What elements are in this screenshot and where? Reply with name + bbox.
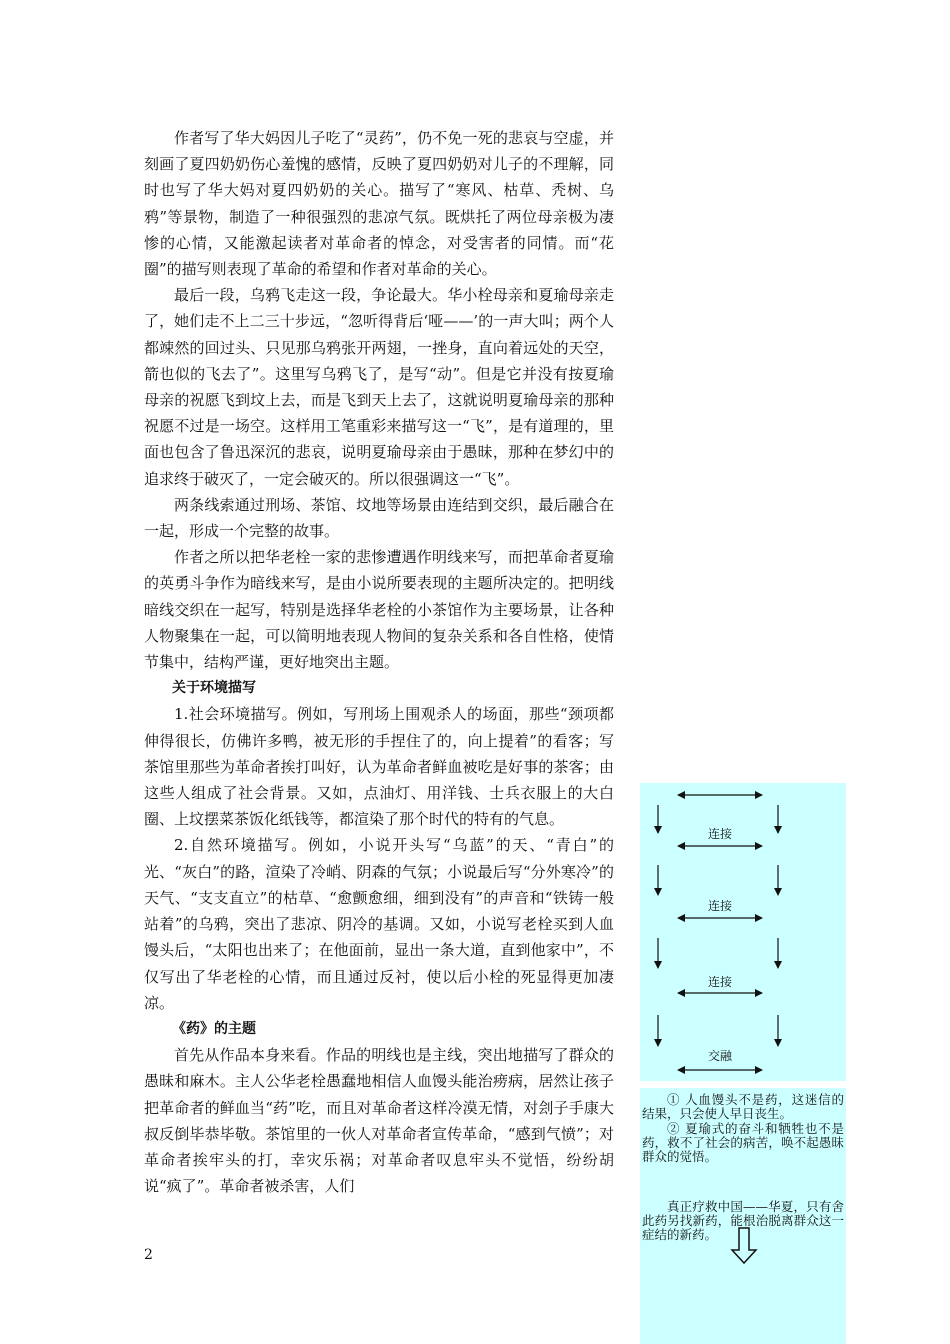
paragraph: 2.自然环境描写。例如，小说开头写“乌蓝”的天、“青白”的光、“灰白”的路，渲染了冷峭、阴森的气氛；小说最后写“分外寒冷”的天气、“支支直立”的枯草、“愈颤愈细，细到没有”的声音和“铁铸一般站着”的乌鸦，突出了悲凉、阴冷的基调。又如，小说写老栓买到人血馒头后，“太阳也出来了；在他面前，显出一条大道，直到他家中”，不仅写出了华老栓的心情，而且通过反衬，使以后小栓的死显得更加凄凉。 [144, 836, 614, 1012]
section-heading-environment: 关于环境描写 [172, 680, 256, 697]
paragraph: 首先从作品本身来看。作品的明线也是主线，突出地描写了群众的愚昧和麻木。主人公华老栓愚蠢地相信人血馒头能治痨病，居然让孩子把革命者的鲜血当“药”吃，而且对革命者这样冷漠无情，对刽子手康大叔反倒毕恭毕敬。茶馆里的一伙人对革命者宣传革命，“感到气愤”；对革命者挨牢头的打，幸灾乐祸；对革命者叹息牢头不觉悟，纷纷胡说“疯了”。革命者被杀害，人们 [144, 1046, 614, 1196]
stage-label: 连接 [707, 827, 733, 841]
paragraph: 两条线索通过刑场、茶馆、坟地等场景由连结到交织，最后融合在一起，形成一个完整的故事。 [144, 495, 614, 541]
panel-divider [640, 1081, 846, 1088]
stage-label: 连接 [707, 975, 733, 989]
stage-label: 连接 [707, 899, 733, 913]
stage-label: 交融 [707, 1049, 733, 1063]
structure-diagram-panel [640, 783, 846, 1344]
paragraph: 作者之所以把华老栓一家的悲惨遭遇作明线来写，而把革命者夏瑜的英勇斗争作为暗线来写，是由小说所要表现的主题所决定的。把明线暗线交织在一起写，特别是选择华老栓的小茶馆作为主要场景，让各种人物聚集在一起，可以简明地表现人物间的复杂关系和各自性格，使情节集中，结构严谨，更好地突出主题。 [144, 548, 614, 672]
diagram-note-1: ① 人血馒头不是药，这迷信的结果，只会使人早日丧生。 [642, 1092, 844, 1121]
paragraph: 1.社会环境描写。例如，写刑场上围观杀人的场面，那些“颈项都伸得很长，仿佛许多鸭，被无形的手捏住了的，向上提着”的看客；写茶馆里那些为革命者挨打叫好，认为革命者鲜血被吃是好事的茶客；由这些人组成了社会背景。又如，点油灯、用洋钱、士兵衣服上的大白圈、上坟摆菜茶饭化纸钱等，都渲染了那个时代的特有的气息。 [144, 705, 614, 829]
paragraph: 最后一段，乌鸦飞走这一段，争论最大。华小栓母亲和夏瑜母亲走了，她们走不上二三十步远，“忽听得背后‘哑——’的一声大叫；两个人都竦然的回过头、只见那乌鸦张开两翅，一挫身，直向着远处的天空，箭也似的飞去了”。这里写乌鸦飞了，是写“动”。但是它并没有按夏瑜母亲的祝愿飞到坟上去，而是飞到天上去了，这就说明夏瑜母亲的那种祝愿不过是一场空。这样用工笔重彩来描写这一“飞”，是有道理的，里面也包含了鲁迅深沉的悲哀，说明夏瑜母亲由于愚昧，那种在梦幻中的追求终于破灭了，一定会破灭的。所以很强调这一“飞”。 [144, 286, 614, 488]
section-heading-theme: 《药》的主题 [172, 1020, 256, 1037]
diagram-note-3: 真正疗救中国——华夏，只有舍此药另找新药，能根治脱离群众这一症结的新药。 [642, 1199, 844, 1242]
diagram-note-2: ② 夏瑜式的奋斗和牺牲也不是药，救不了社会的病苦，唤不起愚昧群众的觉悟。 [642, 1121, 844, 1164]
structure-diagram [640, 783, 846, 1081]
paragraph: 作者写了华大妈因儿子吃了“灵药”，仍不免一死的悲哀与空虚，并刻画了夏四奶奶伤心羞愧的感情，反映了夏四奶奶对儿子的不理解，同时也写了华大妈对夏四奶奶的关心。描写了“寒风、枯草、秃树、乌鸦”等景物，制造了一种很强烈的悲凉气氛。既烘托了两位母亲极为凄惨的心情，又能激起读者对革命者的悼念，对受害者的同情。而“花圈”的描写则表现了革命的希望和作者对革命的关心。 [144, 129, 614, 279]
main-text [144, 125, 614, 1199]
hollow-down-arrow-icon [729, 1226, 759, 1266]
page-number: 2 [144, 1247, 153, 1263]
